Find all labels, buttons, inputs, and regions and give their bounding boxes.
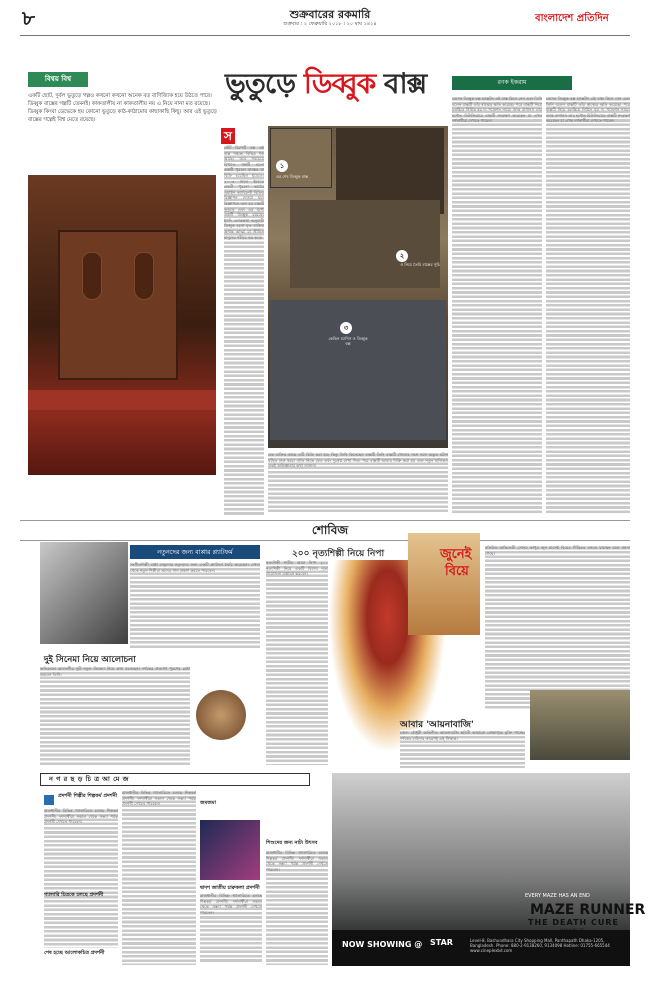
headline-part: ডিব্বুক (303, 67, 376, 100)
story-headline: বিয়ে (445, 564, 469, 579)
listing-text: রাজধানীর বিভিন্ন গ্যালারিতে চলছে শিল্পকর্ম প্রদর্শনী। দর্শনার্থীরা সকাল থেকে সন্ধ্যা পর্যন্ত প্রদর্শনী দেখতে পারবেন। (122, 790, 196, 965)
headline-part: বাক্স (383, 67, 427, 100)
section-divider (20, 540, 630, 541)
nagar-heading: ন গ র ছ ড় চি ত্র আ মে জ (40, 773, 310, 786)
cabinet-box (58, 230, 178, 380)
caption-number: ৩ (340, 322, 352, 334)
listing-text: রাজধানীর বিভিন্ন গ্যালারিতে চলছে শিল্পকর্ম প্রদর্শনী। দর্শনার্থীরা সকাল থেকে সন্ধ্যা পর্যন্ত প্রদর্শনী দেখতে পারবেন। (200, 893, 262, 963)
now-showing: NOW SHOWING @ (342, 940, 423, 949)
listing-text: রাজধানীর বিভিন্ন গ্যালারিতে চলছে শিল্পকর্ম প্রদর্শনী। দর্শনার্থীরা সকাল থেকে সন্ধ্যা পর্যন্ত প্রদর্শনী দেখতে পারবেন। (266, 850, 328, 965)
drop-cap: স (221, 128, 235, 144)
story-text: চঞ্চল চৌধুরী অভিনীত আয়নাবাজি ছবিটি আবারো প্রেক্ষাগৃহে মুক্তি পাচ্ছে। দর্শকের চাহিদার কারণেই এই সিদ্ধান্ত। (400, 730, 525, 768)
table-top (28, 390, 216, 410)
ad-title: MAZE RUNNER (530, 902, 646, 918)
caption-number: ২ (396, 250, 408, 262)
brand-logo: বাংলাদেশ প্রতিদিন (535, 13, 609, 24)
bappa-photo (40, 542, 128, 644)
ad-address: Level-8, Bashundhara City Shopping Mall, Panthapath Dhaka-1205, Bangladesh. Phone: 880-2-9138260, 9134098 Hotline: 01755-665544 www.cineplexbd.com (470, 938, 610, 953)
listing-text: রাজধানীর বিভিন্ন গ্যালারিতে চলছে শিল্পকর্ম প্রদর্শনী। দর্শনার্থীরা সকাল থেকে সন্ধ্যা পর্যন্ত প্রদর্শনী দেখতে পারবেন। (44, 808, 118, 948)
aynabaji-still (530, 690, 630, 760)
alamgir-photo (196, 690, 246, 740)
photo-box-open (290, 200, 440, 288)
story-headline: নতুনদের জন্য বাপ্পার প্ল্যাটফর্ম (130, 545, 260, 559)
story-text: সংগীতশিল্পী বাপ্পা মজুমদার নতুনদের জন্য একটি প্ল্যাটফর্ম তৈরি করেছেন। এখান থেকে নতুন শিল্পীরা তাদের গান প্রকাশ করতে পারবেন। (130, 562, 260, 648)
lead-paragraph: একটি ছোট, দুর্বল ভুতুড়ে গল্পও কখনো কখনো অনেক বড় বাণিজ্যিক হয়ে উঠতে পারে। ডিব্বুক বাক্সের গল্পটি তেমনই। কাকতালীয় না কাকতালীয় নয় এ নিয়ে নানা মত রয়েছে। ডিব্বুক কিংবা ডেভেকে হয় কোনো ভুতুড়ে কাঠ-কাঠামোর কাছাকাছি কিছু। আর এই ভুতুড়ে বাক্সের গল্পেই বিশ্ব মেতে রয়েছে। (28, 93, 217, 123)
listing-title: প্রদর্শনী শিল্পীর শিল্পকর্ম প্রদর্শনী (58, 793, 118, 799)
feature-headline (225, 62, 426, 109)
listing-title: দ্বাদশ জাতীয় চারুকলা প্রদর্শনী (200, 885, 260, 891)
carving-right (134, 252, 154, 300)
story-headline: ২০০ নৃত্যশিল্পী নিয়ে নিপা (291, 549, 385, 559)
story-headline: দুই সিনেমা নিয়ে আলোচনা (44, 655, 136, 665)
caption-text: ও নিয়ে তৈরি বাক্সের সূচি (400, 262, 440, 267)
headline-part: ভুতুড়ে (225, 67, 296, 100)
caption-number: ১ (276, 160, 288, 172)
byline: রণক ইকরাম (452, 76, 572, 90)
story-headline: জুনেই (440, 547, 472, 562)
section-title: শুক্রবারের রকমারি (289, 8, 371, 21)
page-number: ৮ (22, 6, 35, 30)
ad-subtitle: THE DEATH CURE (528, 918, 620, 927)
article-column-4: জেসন ডিব্বুক বক্স হ্যাক্সটন এই বাক্স কিনে নেন এবং তিনি বলেন বাক্সটি তাঁর স্বাস্থ্যের ক্ষতি করেছে। পরে বাক্সটি নিয়ে চলচ্চিত্র নির্মিত হয় দ্য পজেশন নামে। জাক বাগানস তার হন্টেড মিউজিয়ামে বাক্সটি সংরক্ষণ করেছেন যা এখন দর্শনার্থীরা দেখতে পারেন। (546, 96, 630, 514)
showbiz-heading: শোবিজ (311, 523, 349, 537)
header-divider (20, 35, 630, 36)
article-column-3: জেসন ডিব্বুক বক্স হ্যাক্সটন এই বাক্স কিনে নেন এবং তিনি বলেন বাক্সটি তাঁর স্বাস্থ্যের ক্ষতি করেছে। পরে বাক্সটি নিয়ে চলচ্চিত্র নির্মিত হয় দ্য পজেশন নামে। জাক বাগানস তার হন্টেড মিউজিয়ামে বাক্সটি সংরক্ষণ করেছেন যা এখন দর্শনার্থীরা দেখতে পারেন। (452, 96, 542, 514)
story-headline: আবার 'আয়নাবাজি' (400, 720, 474, 730)
section-divider (20, 520, 630, 521)
article-column-2: এক ব্যক্তির কাছে এটি বিক্রি করা হয়। কিন্তু তিনি কিনেছেন বাক্সটি তিনি বাক্সটি খোলার সঙ্গে সঙ্গে অদ্ভুত ঘটনা ঘটতে শুরু করে। বাতি নিভে যেত এবং দুঃস্বপ্ন দেখা দিত। পরে বাক্সটি আবার বিক্রি করা হয় এবং নতুন মালিকও একই অভিজ্ঞতার কথা জানান। (268, 452, 448, 514)
star-cineplex-logo: STAR (430, 938, 453, 947)
photo-old-box (270, 128, 332, 188)
carving-left (82, 252, 102, 300)
listing-title: শিশুদের জন্য নাট্য উৎসব (266, 840, 318, 846)
listing-title: শেষ হচ্ছে আলোকচিত্র প্রদর্শনী (44, 950, 105, 956)
story-text: বলিউড অভিনেত্রী সোনম কাপুর জুন মাসেই বিয়ের পিঁড়িতে বসতে যাচ্ছেন বলে জানা গেছে। (485, 545, 630, 710)
story-text: অভিনেতা আলমগীর দুটি নতুন সিনেমা নিয়ে কথা বলেছেন। দর্শকের প্রত্যাশা পূরণের চেষ্টা করবেন তিনি। (40, 666, 190, 766)
exhibition-poster (200, 820, 260, 880)
caption-text: কেভিন ম্যানিস ও ডিব্বুক বক্স (328, 336, 368, 346)
story-text: নৃত্যশিল্পী শামীম আরা নিপা ২০০ নৃত্যশিল্পী নিয়ে একটি বিশেষ নৃত্য প্রযোজনা মঞ্চায়ন করবেন। (266, 560, 328, 765)
photo-man-with-box (270, 300, 446, 440)
ad-tagline: EVERY MAZE HAS AN END (525, 893, 590, 899)
date-line: শুক্রবার । ২ ফেব্রুয়ারি ২০১৮ । ২০ মাঘ ১৪২৪ (283, 21, 377, 27)
exhibition-icon (44, 795, 54, 805)
article-column-1: স্টেট রিপোর্ট বক্স এই বাক্স সম্বন্ধে বিভিন্ন গল্প আছে। তবে সবচেয়ে বিখ্যাত গল্পটি হলো একটি পুরনো বাক্সের যা বিক্রি হয়েছিল ইবেতে। ২০০৩ সালে ইবেতে একটি পুরনো কাঠের ওয়াইন ক্যাবিনেট বিক্রির বিজ্ঞাপন দেওয়া হয়। বিজ্ঞাপনে বলা হয় বাক্সটি ভুতুড়ে এবং এর মধ্যে একটি ডিব্বুক রয়েছে। ইহুদি লোককথা অনুযায়ী ডিব্বুক হলো মৃত ব্যক্তির অশান্ত আত্মা যা জীবিত মানুষের শরীরে ভর করে। (224, 145, 264, 515)
caption-text: এর শেষ ডিব্বুক বাক্স (275, 174, 309, 179)
listing-title: গ্যালারি চিত্রকে চলছে প্রদর্শনী (44, 892, 104, 898)
listing-title: জমজমা (200, 800, 216, 806)
section-tag: বিশ্বয় বিশ্ব (28, 72, 88, 87)
